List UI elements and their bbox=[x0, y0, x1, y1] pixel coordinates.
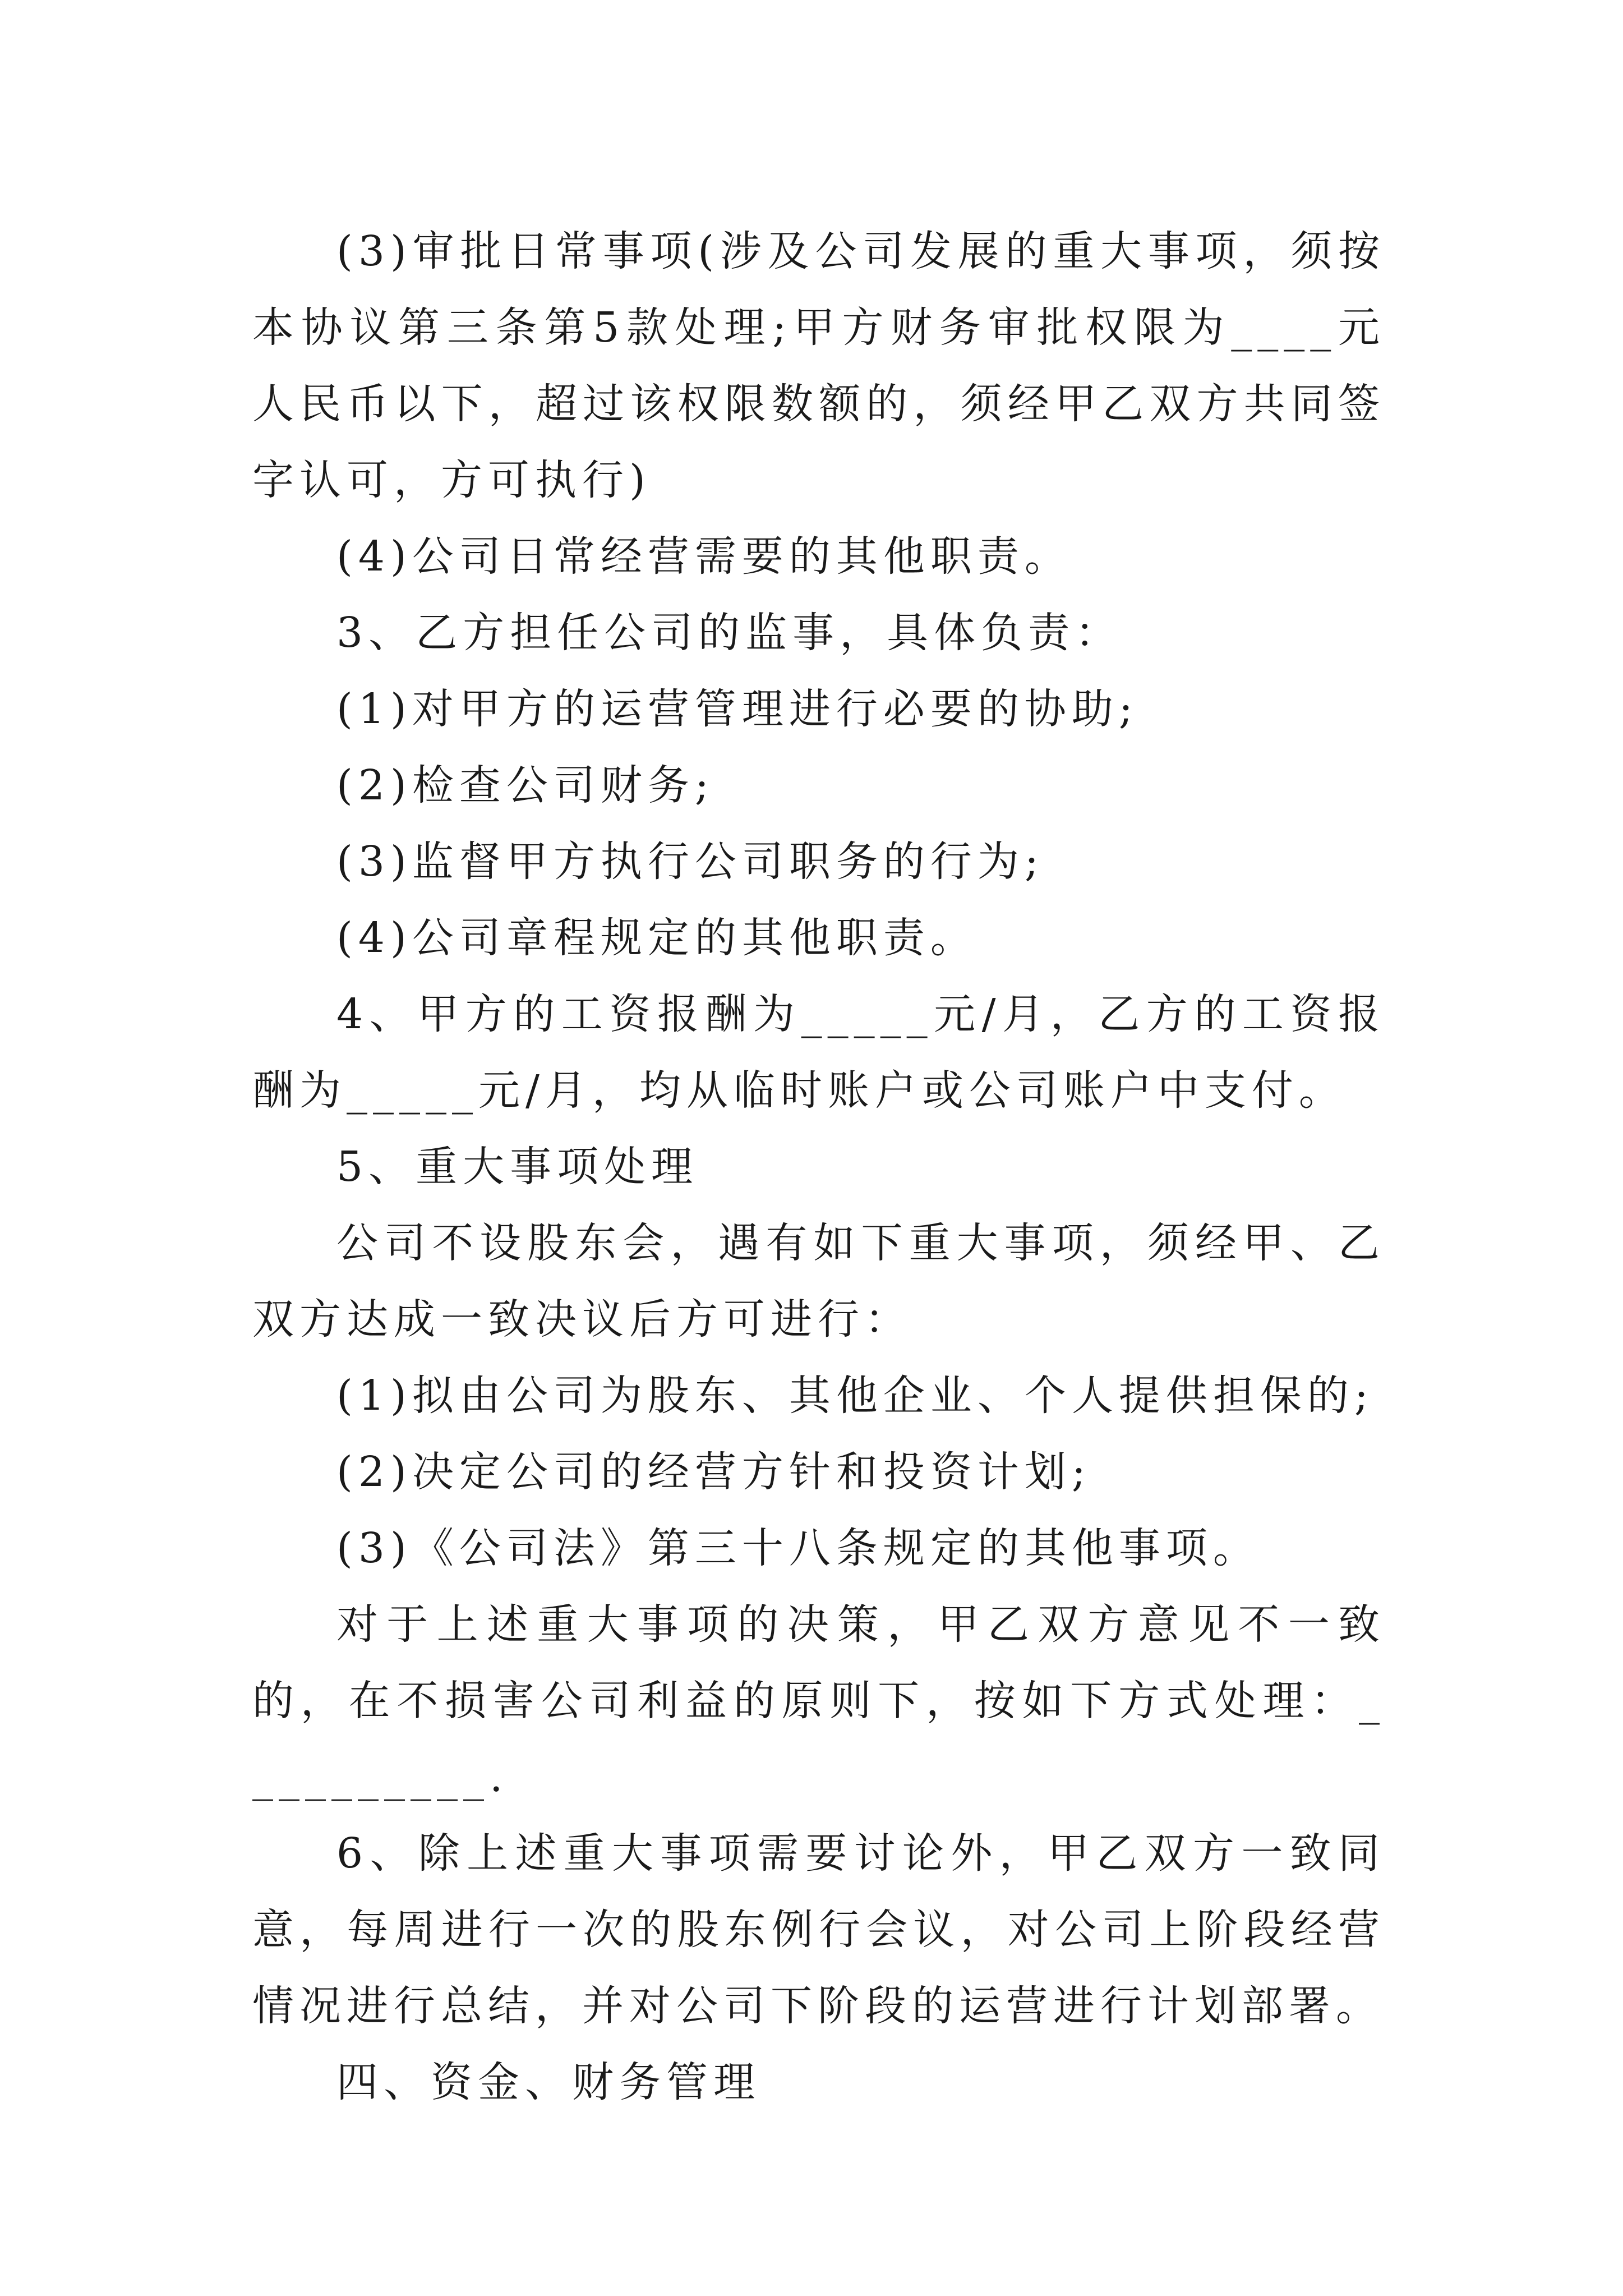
paragraph-other-duties: (4)公司日常经营需要的其他职责。 bbox=[336, 532, 1072, 581]
paragraph-salary: 4、甲方的工资报酬为_____元/月，乙方的工资报酬为_____元/月，均从临时账户或公司账户中支付。 bbox=[252, 990, 1385, 1115]
paragraph-supervise-conduct: (3)监督甲方执行公司职务的行为; bbox=[336, 838, 1044, 886]
paragraph-weekly-meeting: 6、除上述重大事项需要讨论外，甲乙双方一致同意，每周进行一次的股东例行会议，对公司上阶段经营情况进行总结，并对公司下阶段的运营进行计划部署。 bbox=[252, 1829, 1385, 2030]
paragraph-no-shareholders-meeting: 公司不设股东会，遇有如下重大事项，须经甲、乙双方达成一致决议后方可进行： bbox=[252, 1219, 1385, 1343]
paragraph-check-finance: (2)检查公司财务; bbox=[336, 761, 714, 809]
paragraph-guarantee: (1)拟由公司为股东、其他企业、个人提供担保的; bbox=[336, 1372, 1374, 1420]
section-heading-finance: 四、资金、财务管理 bbox=[336, 2058, 760, 2106]
paragraph-disagreement: 对于上述重大事项的决策，甲乙双方意见不一致的，在不损害公司利益的原则下，按如下方式处理：__________. bbox=[252, 1600, 1385, 1801]
document-body bbox=[252, 213, 1385, 2120]
paragraph-assist-management: (1)对甲方的运营管理进行必要的协助; bbox=[336, 685, 1138, 733]
paragraph-company-law: (3)《公司法》第三十八条规定的其他事项。 bbox=[336, 1524, 1260, 1572]
paragraph-charter-duties: (4)公司章程规定的其他职责。 bbox=[336, 914, 978, 962]
paragraph-business-policy: (2)决定公司的经营方针和投资计划; bbox=[336, 1448, 1091, 1496]
paragraph-supervisor-role: 3、乙方担任公司的监事，具体负责： bbox=[336, 609, 1123, 657]
paragraph-major-matters-heading: 5、重大事项处理 bbox=[336, 1143, 699, 1191]
paragraph-approve-daily-matters: (3)审批日常事项(涉及公司发展的重大事项，须按本协议第三条第5款处理;甲方财务审批权限为____元人民币以下，超过该权限数额的，须经甲乙双方共同签字认可，方可执行) bbox=[252, 227, 1385, 504]
